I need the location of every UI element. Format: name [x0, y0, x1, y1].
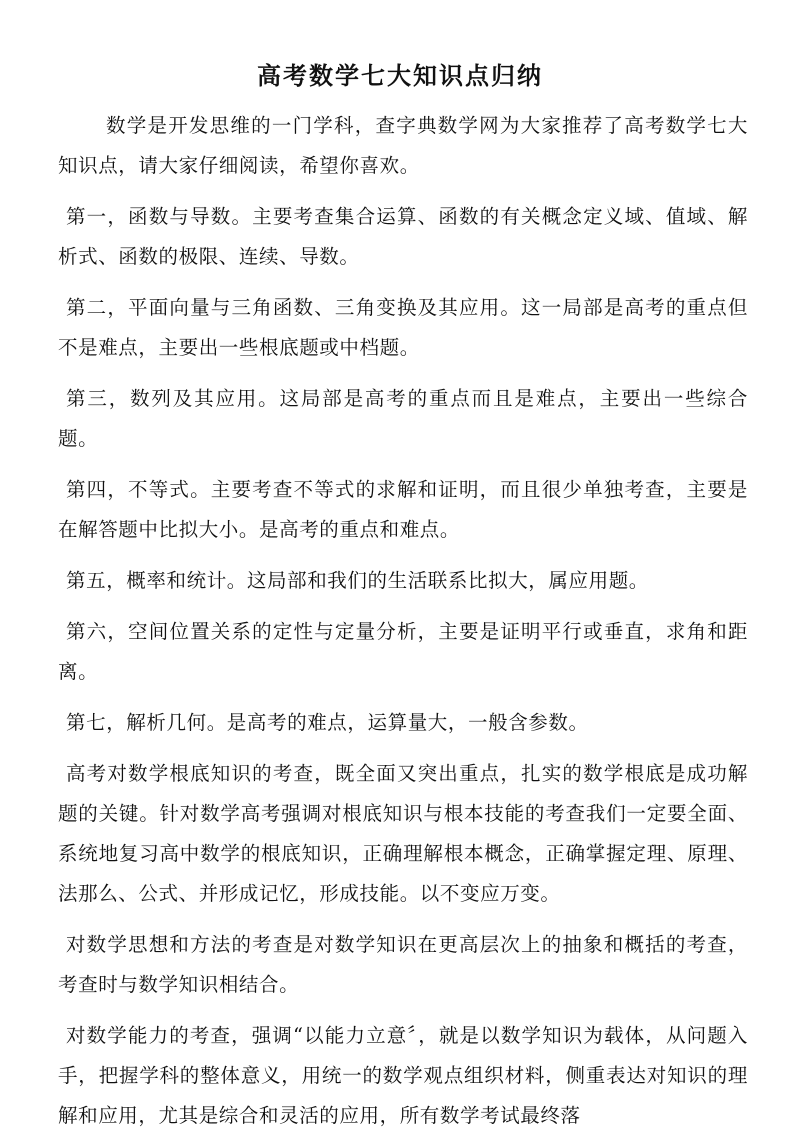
document-body	[58, 106, 748, 1147]
paragraph-basics: 高考对数学根底知识的考查，既全面又突出重点，扎实的数学根底是成功解题的关键。针对数学高考强调对根底知识与根本技能的考查我们一定要全面、系统地复习高中数学的根底知识，正确理解根本概念，正确掌握定理、原理、法那么、公式、并形成记忆，形成技能。以不变应万变。	[58, 762, 748, 905]
document-title: 高考数学七大知识点归纳	[257, 61, 543, 90]
paragraph-point-3: 第三，数列及其应用。这局部是高考的重点而且是难点，主要出一些综合题。	[58, 387, 748, 450]
paragraph-point-6: 第六，空间位置关系的定性与定量分析，主要是证明平行或垂直，求角和距离。	[58, 620, 748, 683]
paragraph-point-1: 第一，函数与导数。主要考查集合运算、函数的有关概念定义域、值域、解析式、函数的极限、连续、导数。	[58, 205, 748, 268]
paragraph-methods: 对数学思想和方法的考查是对数学知识在更高层次上的抽象和概括的考查，考查时与数学知识相结合。	[58, 933, 748, 996]
paragraph-intro: 数学是开发思维的一门学科，查字典数学网为大家推荐了高考数学七大知识点，请大家仔细阅读，希望你喜欢。	[58, 114, 748, 177]
paragraph-point-7: 第七，解析几何。是高考的难点，运算量大，一般含参数。	[66, 711, 589, 734]
paragraph-point-2: 第二，平面向量与三角函数、三角变换及其应用。这一局部是高考的重点但不是难点，主要出一些根底题或中档题。	[58, 296, 748, 359]
paragraph-point-5: 第五，概率和统计。这局部和我们的生活联系比拟大，属应用题。	[66, 569, 649, 592]
paragraph-abilities: 对数学能力的考查，强调“以能力立意〞，就是以数学知识为载体，从问题入手，把握学科的整体意义，用统一的数学观点组织材料，侧重表达对知识的理解和应用，尤其是综合和灵活的应用，所有数学考试最终落	[58, 1024, 748, 1127]
paragraph-point-4: 第四，不等式。主要考查不等式的求解和证明，而且很少单独考查，主要是在解答题中比拟大小。是高考的重点和难点。	[58, 478, 748, 541]
